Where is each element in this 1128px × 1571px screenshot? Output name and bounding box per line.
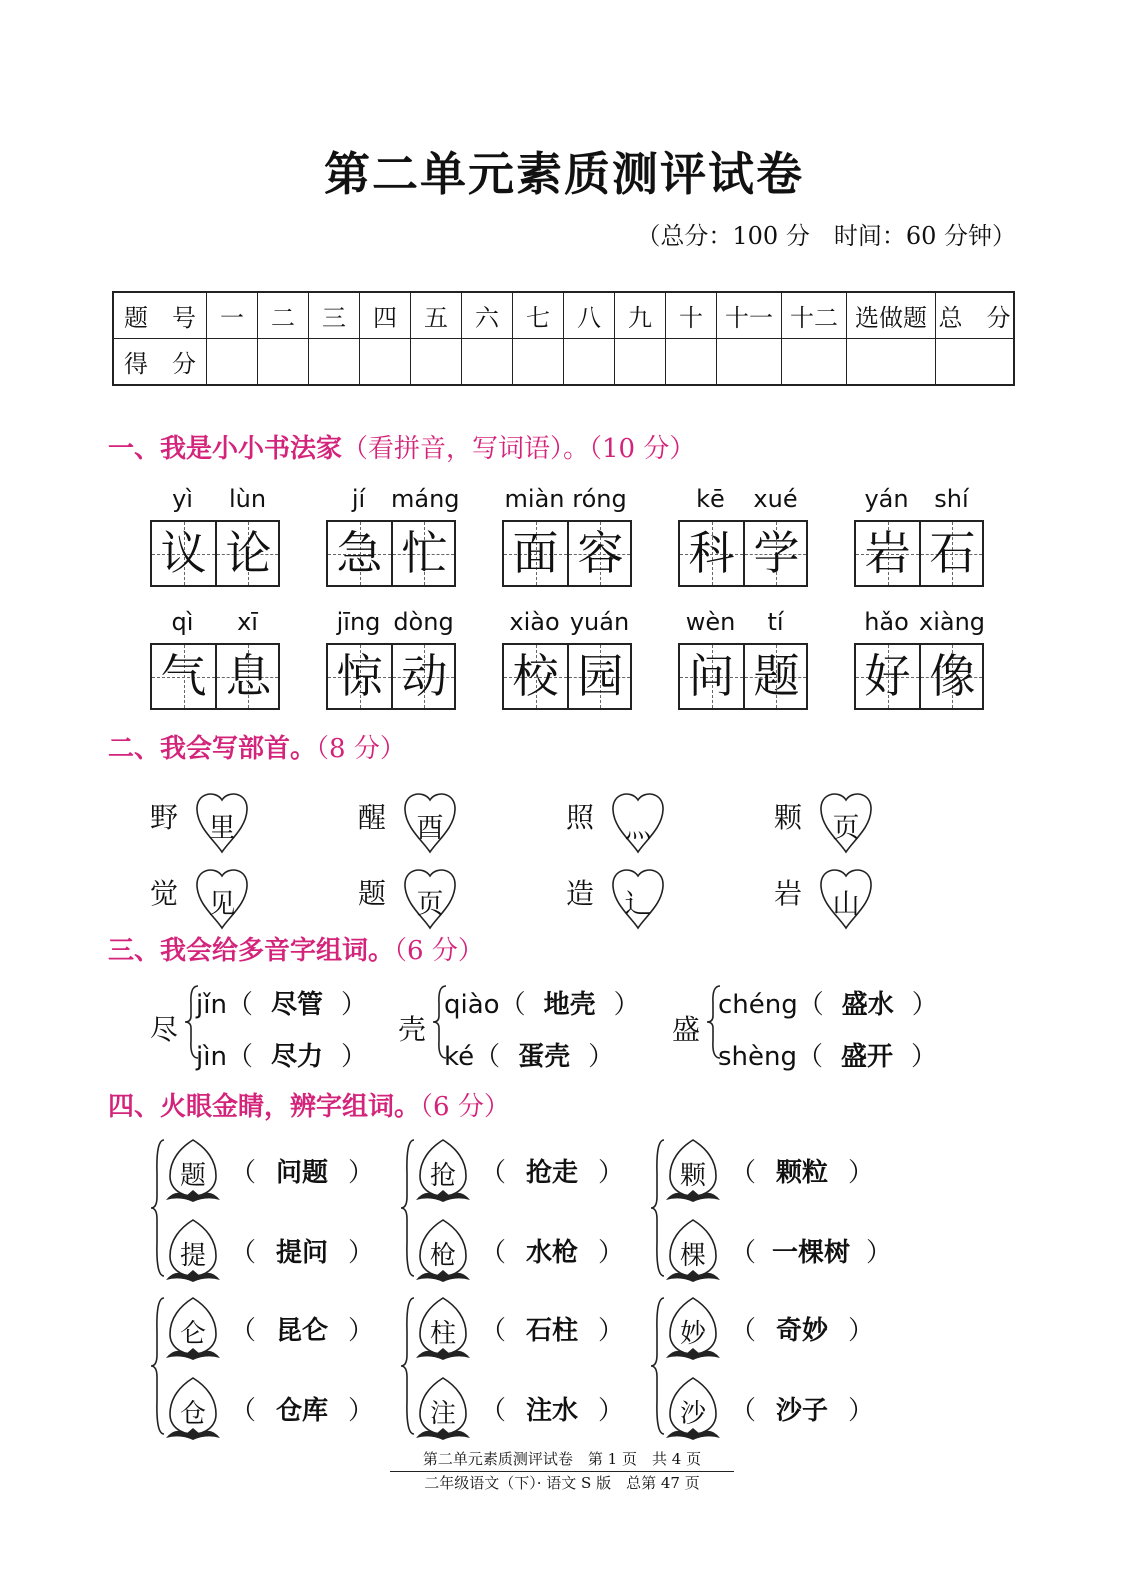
pinyin-syllable: róng (572, 485, 627, 513)
polyphone-row (444, 984, 640, 1021)
pinyin: jìn (196, 1042, 227, 1072)
grid-cell[interactable] (567, 522, 630, 585)
pinyin-syllable: kē (696, 485, 725, 513)
answer-char: 问 (688, 649, 735, 703)
pinyin-syllable: shí (934, 485, 969, 513)
score-input-cell[interactable] (936, 339, 1015, 386)
grid-cell[interactable] (680, 645, 743, 708)
paren: （ (480, 1158, 507, 1188)
polyphone-item (150, 984, 400, 1072)
answer-char: 好 (864, 649, 911, 703)
answer-word[interactable]: 地壳 (543, 990, 596, 1020)
writing-grid[interactable] (678, 643, 808, 710)
group-answer-row (230, 1390, 374, 1427)
heart-answer-box[interactable] (190, 790, 260, 856)
group-answer-row (730, 1232, 892, 1269)
leaf-char-box (412, 1376, 476, 1442)
leaf-char: 沙 (679, 1399, 706, 1429)
pinyin-syllable: lùn (228, 485, 267, 513)
score-input-cell[interactable] (513, 339, 564, 386)
paren: ） (348, 1158, 375, 1188)
answer-char: 忙 (401, 526, 448, 580)
grid-cell[interactable] (856, 522, 919, 585)
pinyin (326, 485, 460, 515)
pinyin-syllable: xī (237, 608, 258, 636)
pinyin-syllable: tí (767, 608, 784, 636)
answer-char: 惊 (336, 649, 383, 703)
polyphone-char: 盛 (672, 1013, 701, 1046)
radical-answer: 页 (416, 889, 444, 920)
grid-cell[interactable] (504, 522, 567, 585)
grid-cell[interactable] (152, 645, 215, 708)
leaf-char: 棵 (679, 1241, 706, 1271)
writing-grid[interactable] (678, 520, 808, 587)
paren: ） (848, 1396, 875, 1426)
group-answer-row (480, 1152, 624, 1189)
pinyin-syllable: xiàng (919, 608, 986, 636)
score-table (112, 291, 1015, 386)
answer-word[interactable]: 沙子 (776, 1396, 829, 1426)
pinyin (150, 485, 280, 515)
answer-word[interactable]: 盛开 (841, 1042, 894, 1072)
answer-word[interactable]: 尽管 (270, 990, 323, 1020)
pinyin: shèng (718, 1042, 798, 1072)
section4-note: （6 分） (420, 1092, 510, 1122)
pinyin (854, 485, 984, 515)
paren: （ (474, 1042, 501, 1072)
section2-title (108, 728, 406, 765)
paren: ） (598, 1396, 625, 1426)
polyphone-row (444, 1036, 614, 1073)
section3-heading: 三、我会给多音字组词。 (108, 936, 395, 966)
leaf-char: 柱 (429, 1319, 456, 1349)
leaf-char: 注 (429, 1399, 456, 1429)
leaf-char-box (412, 1138, 476, 1204)
heart-answer-box[interactable] (606, 866, 676, 932)
footer-line-2: 二年级语文（下）· 语文 S 版 总第 47 页 (424, 1474, 700, 1492)
grid-cell[interactable] (152, 522, 215, 585)
answer-word[interactable]: 石柱 (526, 1316, 579, 1346)
paren: （ (730, 1396, 757, 1426)
writing-grid[interactable] (854, 643, 984, 710)
grid-cell[interactable] (743, 645, 806, 708)
grid-cell[interactable] (567, 645, 630, 708)
group-answer-row (480, 1232, 624, 1269)
radical-char: 照 (566, 801, 595, 834)
score-input-cell[interactable] (360, 339, 411, 386)
answer-word[interactable]: 一棵树 (772, 1238, 851, 1268)
pinyin-syllable: xiào (509, 608, 560, 636)
leaf-char: 枪 (429, 1241, 456, 1271)
paren: （ (730, 1316, 757, 1346)
score-table-score-row (113, 339, 1014, 386)
radical-answer: 里 (208, 813, 236, 844)
answer-char: 气 (160, 649, 207, 703)
answer-char: 石 (929, 526, 976, 580)
polyphone-char: 尽 (150, 1013, 179, 1046)
paren: （ (797, 990, 824, 1020)
group-answer-row (480, 1390, 624, 1427)
answer-char: 动 (401, 649, 448, 703)
polyphone-row (718, 984, 938, 1021)
answer-word[interactable]: 盛水 (841, 990, 894, 1020)
pinyin: jǐn (196, 990, 227, 1020)
word-group (400, 1138, 640, 1288)
group-answer-row (230, 1152, 374, 1189)
answer-word[interactable]: 仓库 (276, 1396, 329, 1426)
leaf-char: 仑 (179, 1319, 206, 1349)
writing-grid[interactable] (326, 643, 456, 710)
pinyin: ké (444, 1042, 475, 1072)
pinyin (678, 485, 808, 515)
group-answer-row (230, 1310, 374, 1347)
radical-char: 颗 (774, 801, 803, 834)
paren: ） (866, 1238, 893, 1268)
pinyin-syllable: xué (753, 485, 798, 513)
score-header-cell: 题 号 (113, 292, 207, 339)
score-input-cell[interactable] (717, 339, 782, 386)
radical-answer: 页 (832, 813, 860, 844)
answer-word[interactable]: 水枪 (526, 1238, 579, 1268)
leaf-char: 题 (179, 1161, 206, 1191)
paren: （ (480, 1316, 507, 1346)
pinyin (854, 608, 984, 638)
paren: ） (348, 1238, 375, 1268)
paren: （ (730, 1158, 757, 1188)
answer-char: 息 (225, 649, 272, 703)
group-answer-row (730, 1310, 874, 1347)
answer-word[interactable]: 问题 (276, 1158, 329, 1188)
paren: （ (730, 1238, 757, 1268)
section1-heading: 一、我是小小书法家 (108, 434, 343, 464)
heart-answer-box[interactable] (814, 866, 884, 932)
score-header-cell: 九 (615, 292, 666, 339)
radical-char: 岩 (774, 877, 803, 910)
score-input-cell[interactable] (615, 339, 666, 386)
score-header-cell: 四 (360, 292, 411, 339)
radical-char: 题 (358, 877, 387, 910)
heart-answer-box[interactable] (398, 866, 468, 932)
pinyin-syllable: qì (171, 608, 194, 636)
paren: （ (797, 1042, 824, 1072)
paren: ） (911, 1042, 938, 1072)
section4-heading: 四、火眼金睛，辨字组词。 (108, 1092, 421, 1122)
paren: ） (348, 1396, 375, 1426)
score-input-cell[interactable] (309, 339, 360, 386)
radical-char: 醒 (358, 801, 387, 834)
grid-cell[interactable] (680, 522, 743, 585)
answer-char: 科 (688, 526, 735, 580)
group-answer-row (730, 1152, 874, 1189)
leaf-char: 提 (179, 1241, 206, 1271)
pinyin (502, 608, 632, 638)
paren: （ (499, 990, 526, 1020)
score-input-cell[interactable] (258, 339, 309, 386)
pinyin-syllable: wèn (685, 608, 736, 636)
answer-word[interactable]: 昆仑 (276, 1316, 329, 1346)
score-input-cell[interactable] (847, 339, 936, 386)
radical-answer: 山 (832, 889, 860, 920)
paren: ） (598, 1316, 625, 1346)
paren: ） (348, 1316, 375, 1346)
page-title: 第二单元素质测评试卷 (324, 147, 804, 201)
answer-char: 岩 (864, 526, 911, 580)
section1-note: （看拼音，写词语）。（10 分） (342, 434, 696, 464)
leaf-char-box (662, 1296, 726, 1362)
group-answer-row (230, 1232, 374, 1269)
writing-grid[interactable] (854, 520, 984, 587)
answer-word[interactable]: 提问 (276, 1238, 329, 1268)
group-answer-row (480, 1310, 624, 1347)
leaf-char: 仓 (179, 1399, 206, 1429)
answer-char: 学 (753, 526, 800, 580)
pinyin-syllable: hǎo (864, 608, 909, 636)
score-input-cell[interactable] (462, 339, 513, 386)
section3-note: （6 分） (394, 936, 484, 966)
grid-cell[interactable] (919, 522, 982, 585)
heart-answer-box[interactable] (398, 790, 468, 856)
leaf-char-box (162, 1376, 226, 1442)
section1-title (108, 428, 695, 465)
group-answer-row (730, 1390, 874, 1427)
pinyin-syllable: jīng (336, 608, 381, 636)
writing-grid[interactable] (326, 520, 456, 587)
pinyin (678, 608, 808, 638)
pinyin-syllable: yán (864, 485, 909, 513)
answer-char: 议 (160, 526, 207, 580)
leaf-char-box (412, 1296, 476, 1362)
paren: ） (598, 1238, 625, 1268)
answer-word[interactable]: 蛋壳 (518, 1042, 571, 1072)
answer-char: 题 (753, 649, 800, 703)
grid-cell[interactable] (743, 522, 806, 585)
pinyin-syllable: dòng (393, 608, 454, 636)
radical-answer: 酉 (416, 813, 444, 844)
pinyin: chéng (718, 990, 798, 1020)
radical-answer: 辶 (624, 889, 652, 920)
score-header-cell: 六 (462, 292, 513, 339)
pinyin (326, 608, 456, 638)
score-table-header-row (113, 292, 1014, 339)
paren: （ (226, 990, 253, 1020)
paren: ） (588, 1042, 615, 1072)
section2-heading: 二、我会写部首。 (108, 734, 317, 764)
leaf-char: 颗 (679, 1161, 706, 1191)
writing-grid[interactable] (150, 520, 280, 587)
pinyin (150, 608, 280, 638)
answer-char: 急 (336, 526, 383, 580)
grid-cell[interactable] (504, 645, 567, 708)
paren: ） (340, 1042, 367, 1072)
grid-cell[interactable] (215, 645, 278, 708)
score-time-info: （总分：100 分 时间：60 分钟） (636, 222, 1016, 250)
paren: ） (598, 1158, 625, 1188)
heart-answer-box[interactable] (190, 866, 260, 932)
pinyin: qiào (444, 990, 500, 1020)
score-row-label: 得 分 (113, 339, 207, 386)
grid-cell[interactable] (215, 522, 278, 585)
grid-cell[interactable] (919, 645, 982, 708)
paren: ） (848, 1158, 875, 1188)
grid-cell[interactable] (856, 645, 919, 708)
answer-char: 容 (577, 526, 624, 580)
score-input-cell[interactable] (782, 339, 847, 386)
word-group (650, 1296, 890, 1446)
paren: （ (230, 1238, 257, 1268)
paren: （ (226, 1042, 253, 1072)
paren: （ (480, 1396, 507, 1426)
radical-char: 造 (566, 877, 595, 910)
answer-char: 像 (929, 649, 976, 703)
score-header-cell: 三 (309, 292, 360, 339)
score-header-cell: 七 (513, 292, 564, 339)
section4-title (108, 1086, 510, 1123)
paren: （ (480, 1238, 507, 1268)
answer-word[interactable]: 注水 (526, 1396, 579, 1426)
leaf-char: 抢 (429, 1161, 456, 1191)
word-group (150, 1296, 390, 1446)
polyphone-row (196, 1036, 367, 1073)
score-header-cell: 二 (258, 292, 309, 339)
word-group (400, 1296, 640, 1446)
score-header-cell: 五 (411, 292, 462, 339)
answer-char: 园 (577, 649, 624, 703)
radical-answer: 见 (208, 889, 236, 920)
paren: ） (613, 990, 640, 1020)
paren: ） (340, 990, 367, 1020)
score-header-cell: 十二 (782, 292, 847, 339)
pinyin-syllable: yì (172, 485, 193, 513)
paren: （ (230, 1158, 257, 1188)
leaf-char-box (412, 1218, 476, 1284)
paren: ） (911, 990, 938, 1020)
pinyin-syllable: yuán (569, 608, 630, 636)
paren: （ (230, 1316, 257, 1346)
score-header-cell: 八 (564, 292, 615, 339)
paren: ） (848, 1316, 875, 1346)
radical-char: 觉 (150, 877, 179, 910)
score-header-cell: 十一 (717, 292, 782, 339)
footer-line-1: 第二单元素质测评试卷 第 1 页 共 4 页 (390, 1448, 734, 1472)
answer-char: 面 (512, 526, 559, 580)
score-header-cell: 选做题 (847, 292, 936, 339)
paren: （ (230, 1396, 257, 1426)
word-group (650, 1138, 893, 1288)
heart-answer-box[interactable] (814, 790, 884, 856)
answer-char: 论 (225, 526, 272, 580)
leaf-char-box (162, 1218, 226, 1284)
leaf-char-box (662, 1138, 726, 1204)
polyphone-item (398, 984, 648, 1072)
section2-note: （8 分） (316, 734, 406, 764)
writing-grid[interactable] (502, 520, 632, 587)
grid-cell[interactable] (328, 645, 391, 708)
polyphone-item (672, 984, 938, 1072)
leaf-char: 妙 (679, 1319, 706, 1349)
score-header-cell: 一 (207, 292, 258, 339)
answer-char: 校 (512, 649, 559, 703)
pinyin-syllable: jí (351, 485, 366, 513)
writing-grid[interactable] (502, 643, 632, 710)
leaf-char-box (662, 1218, 726, 1284)
polyphone-row (196, 984, 367, 1021)
pinyin-syllable: miàn (504, 485, 565, 513)
radical-char: 野 (150, 801, 179, 834)
heart-answer-box[interactable] (606, 790, 676, 856)
grid-cell[interactable] (391, 645, 454, 708)
leaf-char-box (162, 1138, 226, 1204)
answer-word[interactable]: 奇妙 (776, 1316, 829, 1346)
score-input-cell[interactable] (411, 339, 462, 386)
score-input-cell[interactable] (666, 339, 717, 386)
writing-grid[interactable] (150, 643, 280, 710)
score-input-cell[interactable] (207, 339, 258, 386)
grid-cell[interactable] (328, 522, 391, 585)
score-input-cell[interactable] (564, 339, 615, 386)
score-header-cell: 十 (666, 292, 717, 339)
polyphone-char: 壳 (398, 1013, 427, 1046)
radical-answer: 灬 (624, 813, 652, 844)
answer-word[interactable]: 颗粒 (776, 1158, 829, 1188)
answer-word[interactable]: 尽力 (270, 1042, 323, 1072)
pinyin (502, 485, 632, 515)
leaf-char-box (662, 1376, 726, 1442)
section3-title (108, 930, 484, 967)
answer-word[interactable]: 抢走 (526, 1158, 579, 1188)
score-header-cell: 总 分 (936, 292, 1015, 339)
pinyin-syllable: máng (391, 485, 460, 513)
leaf-char-box (162, 1296, 226, 1362)
word-group (150, 1138, 390, 1288)
polyphone-row (718, 1036, 937, 1073)
grid-cell[interactable] (391, 522, 454, 585)
